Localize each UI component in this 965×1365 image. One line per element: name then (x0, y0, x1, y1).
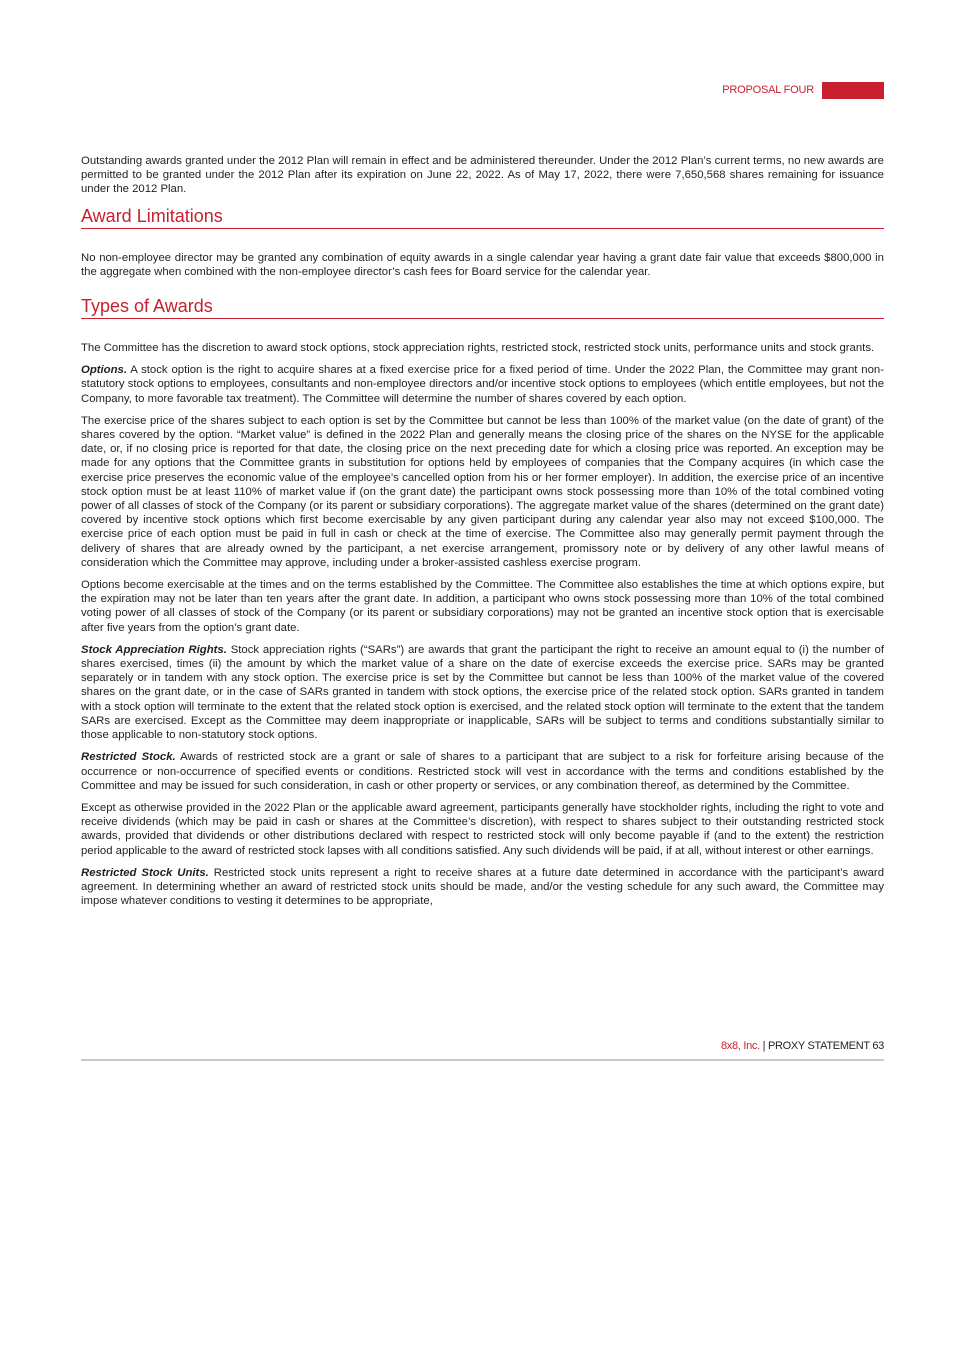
rsus-text: Restricted stock units represent a right to receive shares at a future date determined in accordance with the participant’s award agreement. In determining whether an award of restricted stock units should be made, and/or the vesting schedule for any such award, the Committee may impose whatever conditions to vesting it determines to be appropriate, (81, 866, 885, 908)
rsus-paragraph (81, 866, 884, 909)
options-label: Options. (81, 364, 128, 377)
options-exercise-price-paragraph: The exercise price of the shares subject to each option is set by the Committee but cannot be less than 100% of the market value (on the date of grant) of the shares covered by the option. “Market value” is defined in the 2022 Plan and generally means the closing price of the shares on the NYSE for the applicable date, or, if no closing price is reported for that date, the closing price on the next preceding date for which a closing price was reported. An exception may be made for any options that the Committee grants in substitution for options held by employees of companies that the Company acquires (in which case the exercise price preserves the economic value of the employee’s cancelled option from his or her former employer). In addition, the exercise price of an incentive stock option must be at least 110% of market value if (on the grant date) the participant owns stock possessing more than 10% of the total combined voting power of all classes of stock of the Company (or its parent or subsidiary corporations). The aggregate market value of the shares (determined on the grant date) covered by incentive stock options which first become exercisable by any given participant during any calendar year also may not exceed $100,000. The exercise price of each option must be paid in full in cash or check at the time of exercise. The Committee also may generally permit payment through the delivery of shares that are already owned by the participant, a net exercise arrangement, promissory note or by delivery of any other lawful means of consideration which the Committee may approve, including under a broker-assisted cashless exercise program. (81, 414, 884, 569)
award-limitations-heading: Award Limitations (81, 205, 884, 229)
sars-label: Stock Appreciation Rights. (81, 643, 227, 656)
page-number: 63 (872, 1040, 884, 1052)
sars-paragraph (81, 643, 884, 742)
options-exercisability-paragraph: Options become exercisable at the times and on the terms established by the Committee. The Committee also establishes the time at which options expire, but the expiration may not be later than ten years after the grant date. In addition, a participant who owns stock possessing more than 10% of the total combined voting power of all classes of stock of the Company (or its parent or subsidiary corporations) may not be granted an incentive stock option that is exercisable after five years from the option’s grant date. (81, 579, 884, 634)
page-header (722, 82, 884, 99)
header-accent-bar (822, 82, 884, 99)
restricted-stock-rights-paragraph: Except as otherwise provided in the 2022 Plan or the applicable award agreement, participants generally have stockholder rights, including the right to vote and receive dividends (which may be paid in cash or shares at the Committee’s discretion), with respect to shares subject to their outstanding restricted stock awards, provided that dividends or other distributions declared with respect to restricted stock will only become payable if (and to the extent) the restriction period applicable to the award of restricted stock lapses with all conditions satisfied. Any such dividends will be paid, if at all, without interest or other earnings. (81, 801, 884, 857)
footer-document: PROXY STATEMENT (767, 1040, 870, 1052)
award-limitations-paragraph: No non-employee director may be granted any combination of equity awards in a single calendar year having a grant date fair value that exceeds $800,000 in the aggregate when combined with the non-employee director’s cash fees for Board service for the calendar year. (81, 251, 884, 278)
rsus-label: Restricted Stock Units. (81, 866, 209, 879)
page-footer (81, 1040, 884, 1061)
footer-separator: | (759, 1040, 768, 1052)
restricted-stock-paragraph (81, 750, 884, 793)
types-of-awards-heading: Types of Awards (81, 295, 884, 319)
restricted-stock-label: Restricted Stock. (81, 751, 176, 764)
restricted-stock-text: Awards of restricted stock are a grant or sale of shares to a participant that are subject to a risk for forfeiture arising because of the occurrence or non-occurrence of specified events or conditions. Restricted stock will vest in accordance with the terms and conditions established by the Committee and may be issued for such consideration, in cash or other property or services, or any combination thereof, as determined by the Committee. (81, 751, 884, 792)
types-of-awards-intro: The Committee has the discretion to award stock options, stock appreciation rights, restricted stock, restricted stock units, performance units and stock grants. (81, 342, 875, 355)
options-paragraph (81, 363, 884, 406)
footer-company: 8x8, Inc. (720, 1040, 760, 1052)
document-body (81, 154, 884, 916)
sars-text: Stock appreciation rights (“SARs”) are awards that grant the participant the right to receive an amount equal to (i) the number of shares exercised, times (ii) the amount by which the market value of a share on the date of exercise exceeds the exercise price. SARs may be granted separately or in tandem with any stock option. The exercise price is set by the Committee but cannot be less than 100% of the market value of the covered shares on the grant date, or in the case of SARs granted in tandem with stock options, the exercise price of the related stock option. SARs granted in tandem with a stock option will terminate to the extent that the related stock option is exercised, and the related stock option will terminate to the extent that the tandem SARs are exercised. Except as the Committee may deem inappropriate or inapplicable, SARs will be subject to terms and conditions substantially similar to those applicable to non-statutory stock options. (81, 643, 884, 742)
section-label: PROPOSAL FOUR (722, 84, 814, 96)
intro-paragraph: Outstanding awards granted under the 2012 Plan will remain in effect and be administered thereunder. Under the 2012 Plan’s current terms, no new awards are permitted to be granted under the 2012 Plan after its expiration on June 22, 2022. As of May 17, 2022, there were 7,650,568 shares remaining for issuance under the 2012 Plan. (81, 155, 884, 196)
options-text: A stock option is the right to acquire shares at a fixed exercise price for a fixed period of time. Under the 2022 Plan, the Committee may grant non-statutory stock options to employees, consultants and non-employee directors and/or incentive stock options to employees (which entitle employees, but not the Company, to more favorable tax treatment). The Committee will determine the number of shares covered by each option. (81, 364, 884, 405)
